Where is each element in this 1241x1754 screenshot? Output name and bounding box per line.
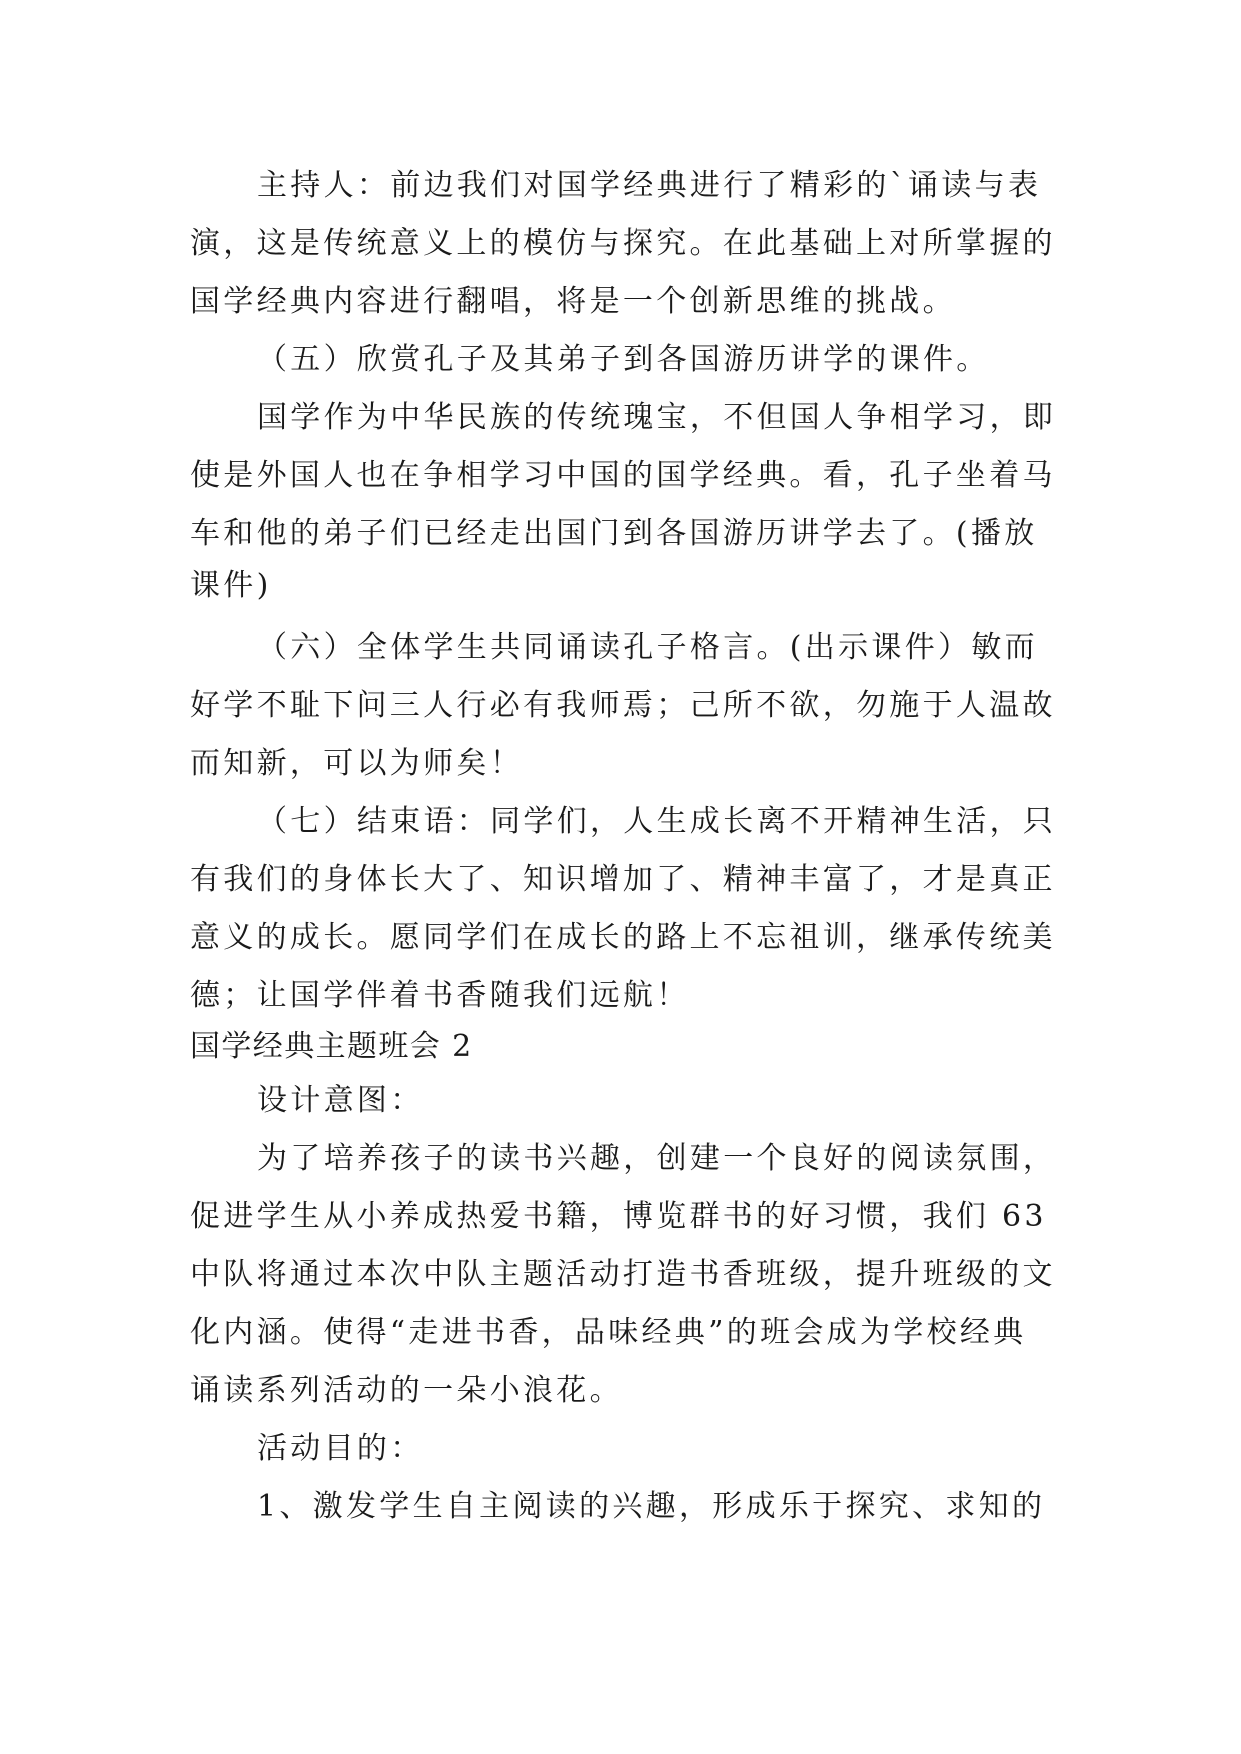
paragraph-line: 促进学生从小养成热爱书籍，博览群书的好习惯，我们 63 — [190, 1199, 1047, 1234]
paragraph-line: 化内涵。使得“走进书香，品味经典”的班会成为学校经典 — [190, 1315, 1027, 1350]
section-label: 活动目的： — [257, 1431, 424, 1466]
paragraph-line: 主持人：前边我们对国学经典进行了精彩的`诵读与表 — [257, 168, 1042, 203]
paragraph-line: （六）全体学生共同诵读孔子格言。(出示课件）敏而 — [257, 630, 1038, 665]
paragraph-line: 国学作为中华民族的传统瑰宝，不但国人争相学习，即 — [257, 400, 1057, 435]
paragraph-line: 车和他的弟子们已经走出国门到各国游历讲学去了。(播放 — [190, 516, 1038, 551]
paragraph-line: 为了培养孩子的读书兴趣，创建一个良好的阅读氛围， — [257, 1141, 1057, 1176]
paragraph-line: 而知新，可以为师矣！ — [190, 746, 523, 781]
paragraph-line: 意义的成长。愿同学们在成长的路上不忘祖训，继承传统美 — [190, 920, 1056, 955]
paragraph-line: 国学经典内容进行翻唱，将是一个创新思维的挑战。 — [190, 284, 956, 319]
paragraph-line: 演，这是传统意义上的模仿与探究。在此基础上对所掌握的 — [190, 226, 1056, 261]
paragraph-line: 中队将通过本次中队主题活动打造书香班级，提升班级的文 — [190, 1257, 1056, 1292]
paragraph-line: 诵读系列活动的一朵小浪花。 — [190, 1373, 623, 1408]
paragraph-line: 有我们的身体长大了、知识增加了、精神丰富了，才是真正 — [190, 862, 1056, 897]
paragraph-line: 课件) — [190, 568, 272, 603]
paragraph-line: 使是外国人也在争相学习中国的国学经典。看，孔子坐着马 — [190, 458, 1056, 493]
paragraph-line: 好学不耻下问三人行必有我师焉；己所不欲，勿施于人温故 — [190, 688, 1056, 723]
document-title: 国学经典主题班会 2 — [190, 1029, 473, 1064]
section-label: 设计意图： — [257, 1083, 424, 1118]
section-heading: （五）欣赏孔子及其弟子到各国游历讲学的课件。 — [257, 342, 990, 377]
paragraph-line: 德；让国学伴着书香随我们远航！ — [190, 978, 690, 1013]
paragraph-line: （七）结束语：同学们，人生成长离不开精神生活，只 — [257, 804, 1057, 839]
paragraph-line: 1、激发学生自主阅读的兴趣，形成乐于探究、求知的 — [257, 1489, 1046, 1524]
